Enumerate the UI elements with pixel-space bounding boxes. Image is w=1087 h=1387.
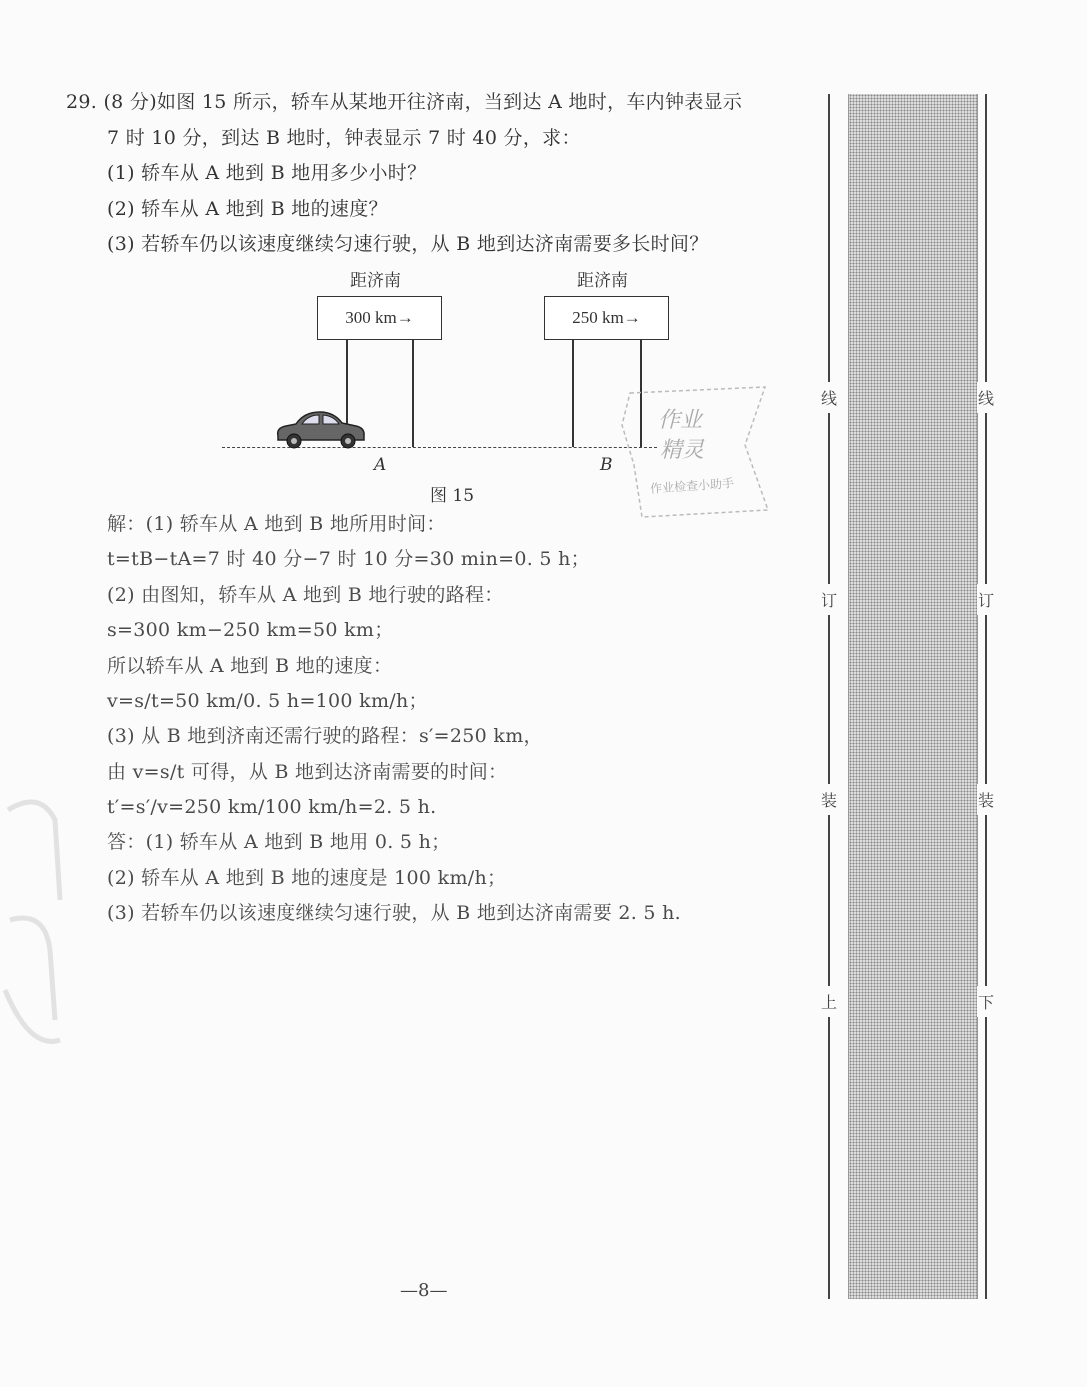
binding-left-char-4: 上 (820, 986, 838, 1017)
solution-line-9: t′=s′/v=250 km/100 km/h=2. 5 h. (107, 796, 437, 818)
sign-b (544, 296, 669, 340)
sign-a-value: 300 km→ (345, 308, 414, 327)
page-number: —8— (400, 1280, 448, 1301)
question-line-1: 29. (8 分)如图 15 所示，轿车从某地开往济南，当到达 A 地时，车内钟表显示 (66, 91, 743, 113)
solution-line-1: 解：(1) 轿车从 A 地到 B 地所用时间： (107, 513, 446, 535)
binding-line-right (985, 94, 987, 1299)
sign-a (317, 296, 442, 340)
binding-left-char-3: 装 (820, 784, 838, 815)
binding-right-char-2: 订 (977, 584, 995, 615)
sign-b-left-pole (572, 340, 574, 447)
watermark-text-1: 作业 (658, 408, 703, 433)
solution-line-6: v=s/t=50 km/0. 5 h=100 km/h； (107, 690, 428, 712)
solution-line-3: (2) 由图知，轿车从 A 地到 B 地行驶的路程： (107, 584, 504, 606)
question-line-2: 7 时 10 分，到达 B 地时，钟表显示 7 时 40 分，求： (107, 127, 581, 149)
answer-line-2: (2) 轿车从 A 地到 B 地的速度是 100 km/h； (107, 867, 507, 889)
solution-line-8: 由 v=s/t 可得，从 B 地到达济南需要的时间： (107, 761, 508, 783)
point-a-label: A (374, 455, 387, 475)
watermark-text-2: 精灵 (660, 438, 705, 463)
figure-caption: 图 15 (430, 486, 475, 506)
sign-b-title: 距济南 (577, 271, 628, 291)
binding-right-char-1: 线 (977, 382, 995, 413)
sign-b-value: 250 km→ (572, 308, 641, 327)
watermark-stamp (620, 385, 770, 525)
sign-a-title: 距济南 (350, 271, 401, 291)
binding-hatch-area (848, 94, 978, 1299)
question-part-2: (2) 轿车从 A 地到 B 地的速度？ (107, 198, 388, 220)
point-b-label: B (600, 455, 613, 475)
binding-left-char-2: 订 (820, 584, 838, 615)
binding-right-char-4: 下 (977, 986, 995, 1017)
binding-line-left (828, 94, 830, 1299)
question-part-3: (3) 若轿车仍以该速度继续匀速行驶，从 B 地到达济南需要多长时间？ (107, 233, 709, 255)
binding-left-char-1: 线 (820, 382, 838, 413)
answer-line-3: (3) 若轿车仍以该速度继续匀速行驶，从 B 地到达济南需要 2. 5 h. (107, 902, 682, 924)
sign-a-right-pole (412, 340, 414, 447)
binding-right-char-3: 装 (977, 784, 995, 815)
faint-watermark-icon (0, 790, 80, 1060)
solution-line-4: s=300 km−250 km=50 km； (107, 619, 394, 641)
answer-line-1: 答：(1) 轿车从 A 地到 B 地用 0. 5 h； (107, 831, 451, 853)
solution-line-5: 所以轿车从 A 地到 B 地的速度： (107, 655, 393, 677)
solution-line-7: (3) 从 B 地到济南还需行驶的路程：s′=250 km， (107, 725, 543, 747)
watermark-text-3: 作业检查小助手 (649, 476, 735, 496)
car-icon (272, 406, 368, 450)
question-part-1: (1) 轿车从 A 地到 B 地用多少小时？ (107, 162, 427, 184)
solution-line-2: t=tB−tA=7 时 40 分−7 时 10 分=30 min=0. 5 h； (107, 548, 590, 570)
